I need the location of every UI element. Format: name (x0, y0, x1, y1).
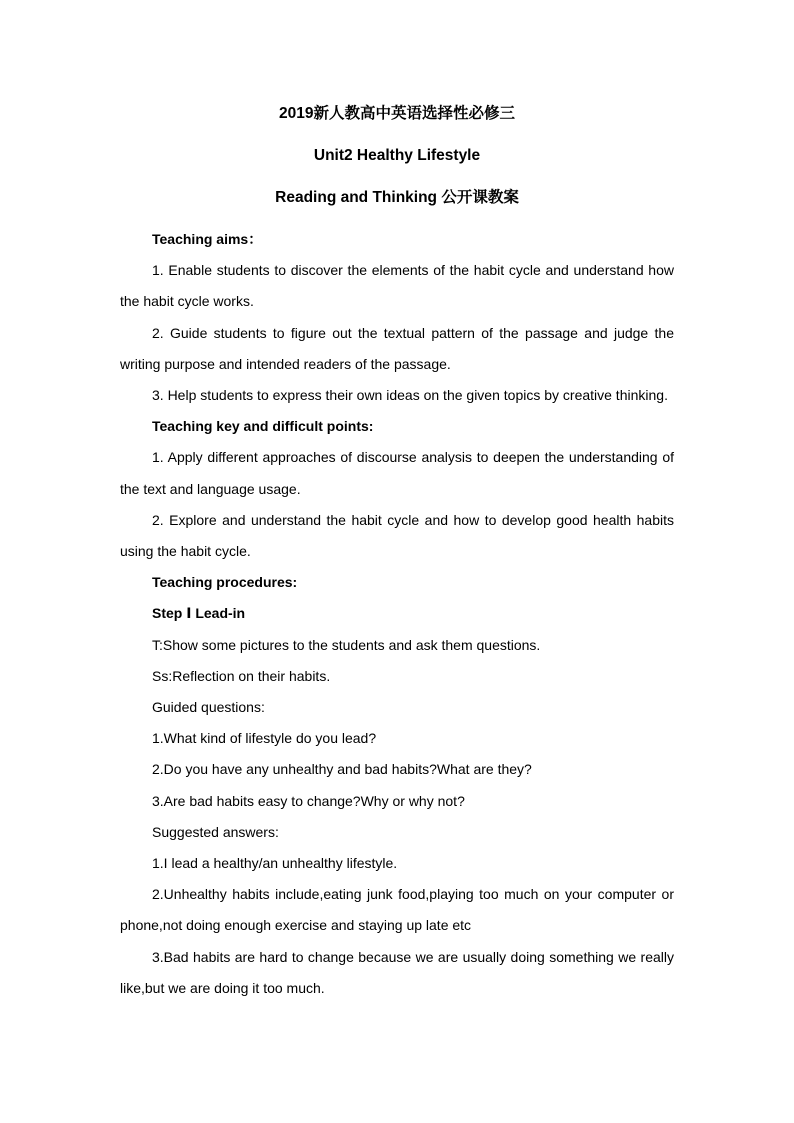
teaching-aims-heading: Teaching aims： (152, 231, 263, 247)
teaching-aim-item: 2. Guide students to figure out the textual pattern of the passage and judge the writing purpose and intended readers of the passage. (120, 324, 674, 372)
procedure-line: Ss:Reflection on their habits. (152, 667, 331, 684)
document-title: 2019新人教高中英语选择性必修三 (279, 105, 515, 122)
procedure-line: 3.Bad habits are hard to change because we are usually doing something we really like,but we are doing it too much. (120, 948, 674, 996)
key-point-item: 1. Apply different approaches of discourse analysis to deepen the understanding of the text and language usage. (120, 449, 674, 497)
key-points-heading: Teaching key and difficult points: (152, 418, 374, 435)
procedures-heading: Teaching procedures: (152, 574, 298, 591)
procedure-line: Guided questions: (152, 699, 265, 716)
document-body (120, 224, 674, 1004)
procedure-line: T:Show some pictures to the students and ask them questions. (152, 636, 541, 653)
step-heading: Step Ⅰ Lead-in (152, 605, 246, 622)
unit-title: Unit2 Healthy Lifestyle (313, 147, 481, 164)
teaching-aim-item: 3. Help students to express their own ideas on the given topics by creative thinking. (152, 387, 668, 404)
teaching-aim-item: 1. Enable students to discover the elements of the habit cycle and understand how the habit cycle works. (120, 262, 674, 310)
procedure-line: 2.Do you have any unhealthy and bad habits?What are they? (152, 761, 532, 778)
document-content (120, 104, 674, 1004)
lesson-title: Reading and Thinking 公开课教案 (275, 189, 519, 206)
procedure-line: Suggested answers: (152, 823, 279, 840)
procedure-line: 2.Unhealthy habits include,eating junk food,playing too much on your computer or phone,not doing enough exercise and staying up late etc (120, 886, 674, 934)
procedure-line: 1.What kind of lifestyle do you lead? (152, 730, 377, 747)
procedure-line: 1.I lead a healthy/an unhealthy lifestyle. (152, 855, 398, 872)
procedure-line: 3.Are bad habits easy to change?Why or why not? (152, 792, 465, 809)
key-point-item: 2. Explore and understand the habit cycle and how to develop good health habits using the habit cycle. (120, 511, 674, 560)
